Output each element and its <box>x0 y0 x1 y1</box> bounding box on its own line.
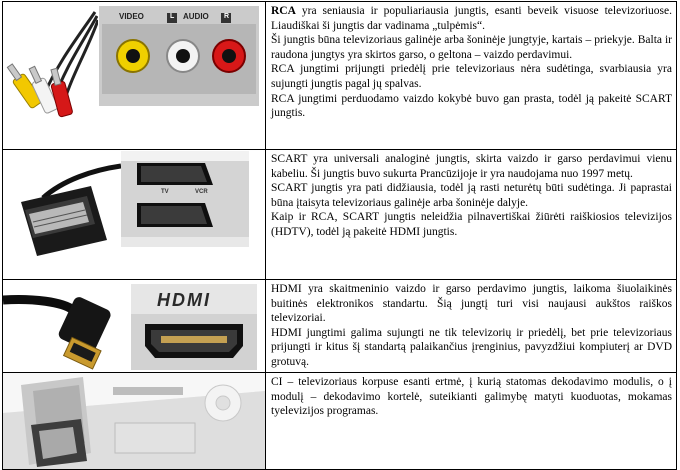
scart-paragraph-2: SCART jungtis yra pati didžiausia, todėl ją rasti neturėtų būti sudėtinga. Ji paprastai būna įtaisyta televizoriaus galinėje arba šoninėje dalyje. <box>271 182 672 209</box>
right-label: R <box>224 13 230 20</box>
scart-image-cell <box>3 150 266 280</box>
table-row-hdmi <box>3 280 677 373</box>
table-row-ci <box>3 373 677 470</box>
left-label: L <box>170 13 175 20</box>
rca-paragraph-3: RCA jungtimi prijungti priedėlį prie televizoriaus nėra sudėtinga, svarbiausia yra sujungti jungtis pagal jų spalvas. <box>271 63 672 90</box>
hdmi-logo: HDMI <box>157 290 211 310</box>
rca-paragraph-2: Ši jungtis būna televizoriaus galinėje arba šoninėje jungtyje, kartais – priekyje. Balta ir raudona jungtys yra skirtos garso, o geltona – vaizdo perdavimui. <box>271 34 672 61</box>
rca-term: RCA <box>271 5 296 17</box>
ci-paragraph-1: CI – televizoriaus korpuse esanti ertmė, į kurią statomas dekodavimo modulis, o į modulį – dekodavimo kortelė, suteikianti galimybę matyti kuoduotas, mokamas tyelevizijos programas. <box>271 376 672 418</box>
scart-socket-panel <box>121 151 249 247</box>
rca-jack-panel <box>99 6 259 106</box>
rca-cable-illustration <box>3 2 98 149</box>
table-row-scart <box>3 150 677 280</box>
scart-paragraph-1: SCART yra universali analoginė jungtis, skirta vaizdo ir garso perdavimui vienu kabeliu. Ši jungtis buvo sukurta Prancūzijoje ir yra naudojama nuo 1997 metų. <box>271 153 672 180</box>
tv-label: TV <box>161 189 169 195</box>
scart-text-cell <box>266 150 677 280</box>
scart-paragraph-3: Kaip ir RCA, SCART jungtis neleidžia pilnavertiškai žiūrėti raiškiosios televizijos (HDTV), todėl ją pakeitė HDMI jungtis. <box>271 211 672 238</box>
rca-paragraph-1 <box>271 4 672 33</box>
ci-module-illustration <box>3 373 265 469</box>
ci-image-cell <box>3 373 266 470</box>
hdmi-text-cell <box>266 280 677 373</box>
ci-text-cell <box>266 373 677 470</box>
audio-label: AUDIO <box>183 12 209 21</box>
rca-text-cell <box>266 2 677 150</box>
hdmi-paragraph-2: HDMI jungtimi galima sujungti ne tik televizorių ir priedėlį, bet prie televizoriaus prijungti ir kitus šį standartą palaikančius įrenginius, pavyzdžiui kompiuterį ar DVD grotuvą. <box>271 326 672 368</box>
rca-image-cell <box>3 2 266 150</box>
hdmi-paragraph-1: HDMI yra skaitmeninio vaizdo ir garso perdavimo jungtis, laikoma šiuolaikinės buitinės elektronikos standartu. Šią jungtį turi visi naujausi aukštos raiškos televizoriai. <box>271 283 672 325</box>
hdmi-image-cell <box>3 280 266 373</box>
rca-paragraph-1-rest: yra seniausia ir populiariausia jungtis, esanti beveik visuose televizoriuose. Liaudiškai ši jungtis dar vadinama „tulpėmis“. <box>271 5 672 32</box>
vcr-label: VCR <box>195 189 208 195</box>
rca-paragraph-4: RCA jungtimi perduodamo vaizdo kokybė buvo gan prasta, todėl ją pakeitė SCART jungtis. <box>271 92 672 120</box>
hdmi-plug-illustration <box>3 280 129 372</box>
table-row-rca <box>3 2 677 150</box>
video-label: VIDEO <box>119 12 144 21</box>
hdmi-port-panel <box>131 284 257 370</box>
connectors-table <box>2 1 677 470</box>
scart-plug-illustration <box>3 150 121 279</box>
